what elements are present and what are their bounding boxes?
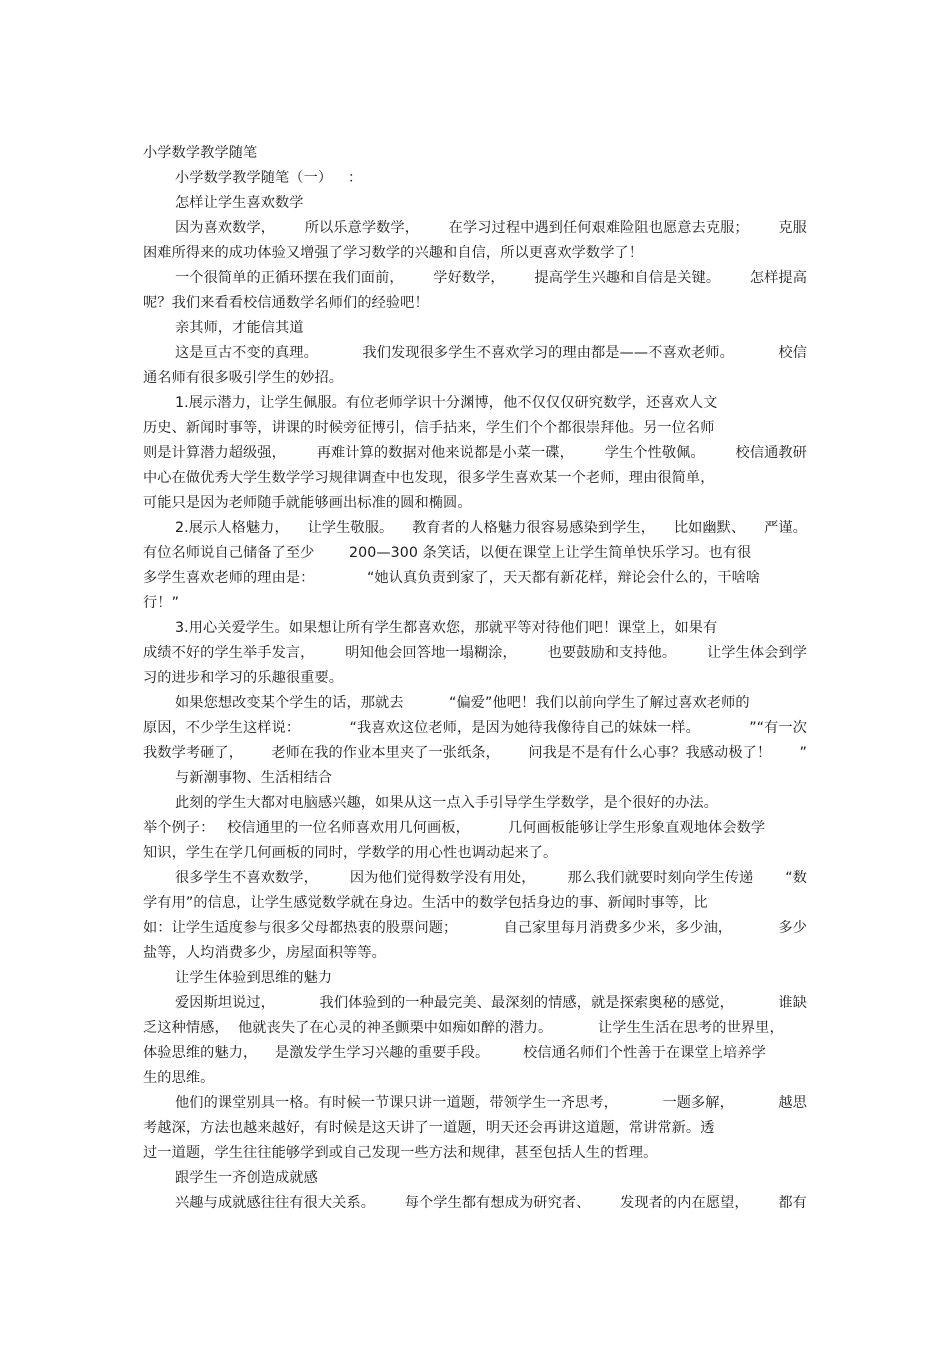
paragraph-line: 爱因斯坦说过， 我们体验到的一种最完美、最深刻的情感，就是探索奥秘的感觉， 谁缺	[175, 995, 807, 1011]
document-subtitle	[175, 168, 375, 188]
paragraph-line: 学有用”的信息，让学生感觉数学就在身边。生活中的数学包括身边的事、新闻时事等，比	[143, 895, 708, 911]
paragraph-line: 则是计算潜力超级强， 再难计算的数据对他来说都是小菜一碟， 学生个性敬佩。 校信通教研	[143, 445, 807, 461]
section-heading: 与新潮事物、生活相结合	[175, 770, 333, 786]
paragraph-line: 知识，学生在学几何画板的同时，学数学的用心性也调动起来了。	[143, 845, 558, 861]
section-heading: 让学生体验到思维的魅力	[175, 970, 333, 986]
paragraph-line: 成绩不好的学生举手发言， 明知他会回答地一塌糊涂， 也要鼓励和支持他。 让学生体会到学	[143, 645, 807, 661]
paragraph-line: 通名师有很多吸引学生的妙招。	[143, 370, 344, 386]
paragraph-line: 兴趣与成就感往往有很大关系。 每个学生都有想成为研究者、 发现者的内在愿望， 都有	[175, 1195, 807, 1211]
document-title: 小学数学教学随笔	[143, 145, 258, 161]
paragraph-line: 他们的课堂别具一格。有时候一节课只讲一道题，带领学生一齐思考， 一题多解， 越思	[175, 1095, 807, 1111]
paragraph-line: 行！”	[143, 595, 180, 611]
section-heading: 跟学生一齐创造成就感	[175, 1170, 318, 1186]
section-heading: 怎样让学生喜欢数学	[175, 195, 304, 211]
paragraph-line: 乏这种情感， 他就丧失了在心灵的神圣颤栗中如痴如醉的潜力。 让学生生活在思考的世界里，	[143, 1020, 784, 1036]
paragraph-line: 习的进步和学习的乐趣很重要。	[143, 670, 344, 686]
paragraph-line: 盐等，人均消费多少，房屋面积等等。	[143, 945, 386, 961]
paragraph-line: 体验思维的魅力， 是激发学生学习兴趣的重要手段。 校信通名师们个性善于在课堂上培养学	[143, 1045, 766, 1061]
paragraph-line: 如果您想改变某个学生的话，那就去 “偏爱”他吧！我们以前向学生了解过喜欢老师的	[175, 695, 750, 711]
paragraph-line: 中心在做优秀大学生数学学习规律调查中也发现，很多学生喜欢某一个老师，理由很简单，	[143, 470, 715, 486]
paragraph-line: 此刻的学生大都对电脑感兴趣，如果从这一点入手引导学生学数学，是个很好的办法。	[175, 795, 718, 811]
paragraph-line: 历史、新闻时事等，讲课的时候旁征博引，信手拈来，学生们个个都很崇拜他。另一位名师	[143, 420, 715, 436]
subtitle-text: 小学数学教学随笔（一）	[175, 170, 333, 186]
paragraph-line: 考越深，方法也越来越好，有时候是这天讲了一道题，明天还会再讲这道题，常讲常新。透	[143, 1120, 715, 1136]
paragraph-line: 举个例子： 校信通里的一位名师喜欢用几何画板， 几何画板能够让学生形象直观地体会数学	[143, 820, 766, 836]
paragraph-line: 如：让学生适度参与很多父母都热衷的股票问题； 自己家里每月消费多少米，多少油， 多少	[143, 920, 807, 936]
paragraph-line: 因为喜欢数学， 所以乐意学数学， 在学习过程中遇到任何艰难险阻也愿意去克服； 克服	[175, 220, 807, 236]
paragraph-line: 1.展示潜力，让学生佩服。有位老师学识十分渊博，他不仅仅仅研究数学，还喜欢人文	[175, 395, 718, 411]
paragraph-line: 2.展示人格魅力， 让学生敬服。 教育者的人格魅力很容易感染到学生， 比如幽默、 严谨。	[175, 520, 807, 536]
paragraph-line: 生的思维。	[143, 1070, 215, 1086]
paragraph-line: 很多学生不喜欢数学， 因为他们觉得数学没有用处， 那么我们就要时刻向学生传递 “数	[175, 870, 807, 886]
paragraph-line: 过一道题，学生往往能够学到或自己发现一些方法和规律，甚至包括人生的哲理。	[143, 1145, 658, 1161]
paragraph-line: 多学生喜欢老师的理由是： “她认真负责到家了，天天都有新花样，辩论会什么的，干啥啥	[143, 570, 761, 586]
paragraph-line: 可能只是因为老师随手就能够画出标准的圆和椭圆。	[143, 495, 472, 511]
section-heading: 亲其师，才能信其道	[175, 320, 304, 336]
paragraph-line: 困难所得来的成功体验又增强了学习数学的兴趣和自信，所以更喜欢学数学了！	[143, 245, 644, 261]
subtitle-colon: ：	[348, 170, 363, 186]
paragraph-line: 3.用心关爱学生。如果想让所有学生都喜欢您，那就平等对待他们吧！课堂上，如果有	[175, 620, 718, 636]
paragraph-line: 原因，不少学生这样说： “我喜欢这位老师，是因为她待我像待自己的妹妹一样。 ”“有一次	[143, 720, 807, 736]
paragraph-line: 呢？我们来看看校信通数学名师们的经验吧！	[143, 295, 429, 311]
paragraph-line: 这是亘古不变的真理。 我们发现很多学生不喜欢学习的理由都是——不喜欢老师。 校信	[175, 345, 807, 361]
paragraph-line: 有位名师说自己储备了至少 200—300 条笑话，以便在课堂上让学生简单快乐学习。也有很	[143, 545, 752, 561]
paragraph-line: 一个很简单的正循环摆在我们面前， 学好数学， 提高学生兴趣和自信是关键。 怎样提高	[175, 270, 807, 286]
paragraph-line: 我数学考砸了， 老师在我的作业本里夹了一张纸条， 问我是不是有什么心事？我感动极了！ ”	[143, 745, 807, 761]
